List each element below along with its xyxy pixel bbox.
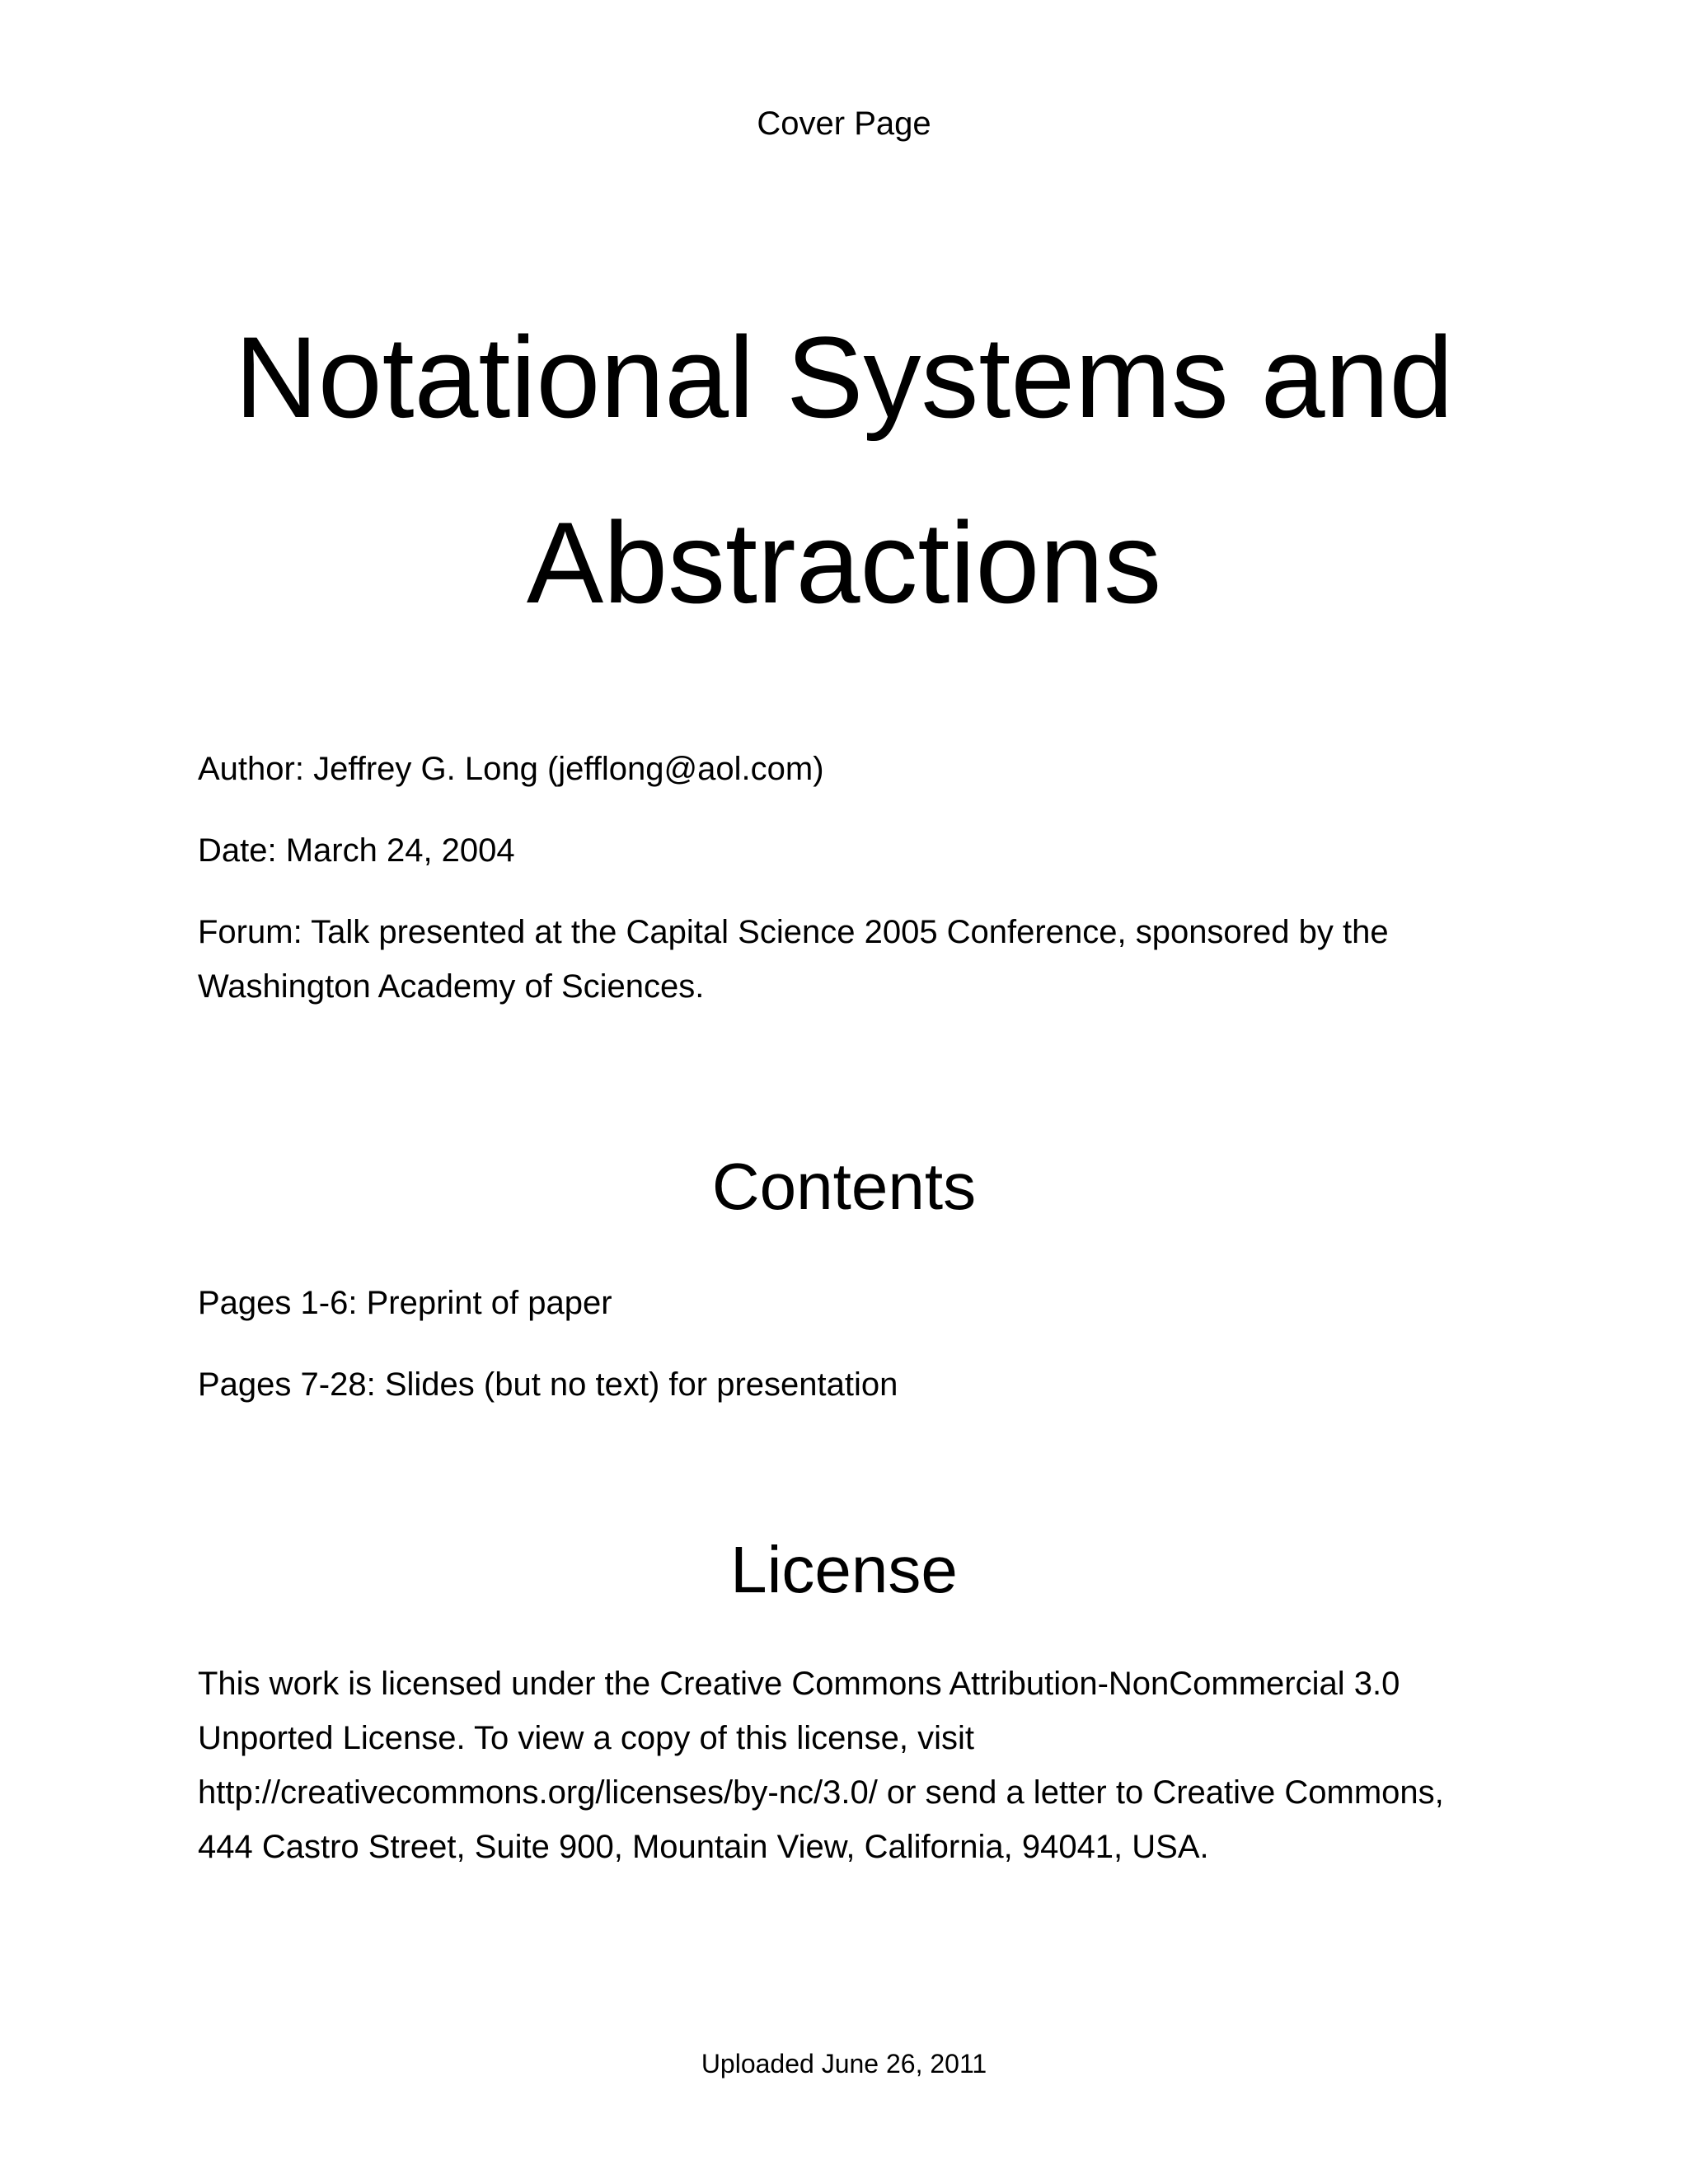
license-heading: License: [730, 1533, 958, 1606]
license-section: [198, 1657, 1492, 1874]
document-metadata: [198, 742, 1492, 1014]
date-line: Date: March 24, 2004: [198, 832, 515, 869]
license-text: This work is licensed under the Creative Commons Attribution-NonCommercial 3.0 Unported License. To view a copy of this license, visit http://creativecommons.org/licenses/by-nc/3.0/ or send a letter to Creative Commons, 444 Castro Street, Suite 900, Mountain View, California, 94041, USA.: [198, 1666, 1444, 1865]
document-title: [0, 284, 1688, 655]
author-line: Author: Jeffrey G. Long (jefflong@aol.com): [198, 751, 824, 787]
cover-page-label: Cover Page: [757, 105, 931, 142]
forum-line: Forum: Talk presented at the Capital Science 2005 Conference, sponsored by the Washington Academy of Sciences.: [198, 914, 1389, 1005]
contents-item-paper: Pages 1-6: Preprint of paper: [198, 1285, 612, 1321]
contents-list: [198, 1276, 1492, 1412]
contents-item-slides: Pages 7-28: Slides (but no text) for presentation: [198, 1366, 898, 1403]
contents-heading: Contents: [711, 1150, 977, 1223]
upload-date: Uploaded June 26, 2011: [701, 2049, 987, 2079]
document-title-line-2: Abstractions: [526, 498, 1162, 627]
document-title-line-1: Notational Systems and: [234, 312, 1454, 442]
